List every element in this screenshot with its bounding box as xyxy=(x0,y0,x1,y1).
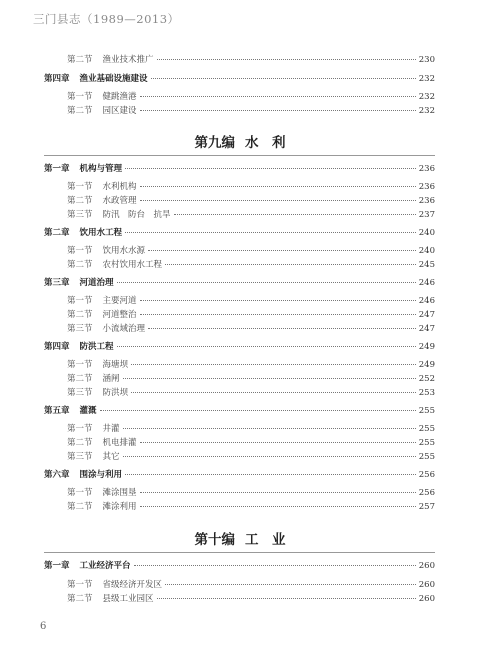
toc-section-entry[interactable] xyxy=(67,502,435,513)
toc-entry-title: 机电排灌 xyxy=(102,438,137,448)
toc-entry-title: 防洪坝 xyxy=(102,388,129,398)
dot-leader xyxy=(148,250,416,251)
toc-entry-page: 252 xyxy=(418,374,435,384)
dot-leader xyxy=(140,96,416,97)
toc-chapter-entry[interactable] xyxy=(44,74,435,85)
toc-entry-page: 232 xyxy=(418,106,435,116)
toc-section-entry[interactable] xyxy=(67,388,435,399)
toc-entry-title: 饮用水工程 xyxy=(79,228,123,238)
toc-entry-number: 第一节 xyxy=(67,296,93,306)
toc-entry-number: 第二节 xyxy=(67,196,93,206)
dot-leader xyxy=(157,59,416,60)
dot-leader xyxy=(125,168,416,169)
part-title: 水 利 xyxy=(245,135,286,151)
toc-entry-number: 第一节 xyxy=(67,182,93,192)
toc-section-entry[interactable] xyxy=(67,296,435,307)
toc-entry-title: 省级经济开发区 xyxy=(102,580,163,590)
toc-entry-page: 246 xyxy=(418,296,435,306)
toc-entry-number: 第一节 xyxy=(67,246,93,256)
toc-entry-number: 第六章 xyxy=(44,470,70,480)
toc-entry-title: 工业经济平台 xyxy=(79,561,131,571)
toc-chapter-entry[interactable] xyxy=(44,406,435,417)
dot-leader xyxy=(165,584,416,585)
toc-entry-number: 第四章 xyxy=(44,342,70,352)
toc-entry-title: 河道治理 xyxy=(79,278,114,288)
dot-leader xyxy=(134,565,416,566)
toc-chapter-entry[interactable] xyxy=(44,342,435,353)
toc-section-entry[interactable] xyxy=(67,324,435,335)
part-label: 第十编 xyxy=(194,532,235,548)
toc-entry-title: 健跳渔港 xyxy=(102,92,137,102)
dot-leader xyxy=(131,364,416,365)
toc-entry-title: 饮用水水源 xyxy=(102,246,146,256)
toc-entry-page: 249 xyxy=(418,360,435,370)
toc-entry-page: 230 xyxy=(418,55,435,65)
dot-leader xyxy=(140,506,416,507)
toc-section-entry[interactable] xyxy=(67,360,435,371)
toc-entry-title: 滩涂围垦 xyxy=(102,488,137,498)
toc-entry-title: 河道整治 xyxy=(102,310,137,320)
toc-entry-title: 水政管理 xyxy=(102,196,137,206)
toc-entry-page: 232 xyxy=(418,74,435,84)
toc-chapter-entry[interactable] xyxy=(44,470,435,481)
dot-leader xyxy=(140,200,416,201)
toc-entry-page: 237 xyxy=(418,210,435,220)
dot-leader xyxy=(125,232,416,233)
dot-leader xyxy=(165,264,416,265)
dot-leader xyxy=(123,428,416,429)
dot-leader xyxy=(117,346,416,347)
toc-section-entry[interactable] xyxy=(67,260,435,271)
dot-leader xyxy=(131,392,416,393)
toc-section-entry[interactable] xyxy=(67,196,435,207)
dot-leader xyxy=(140,442,416,443)
toc-entry-number: 第二节 xyxy=(67,502,93,512)
part-label: 第九编 xyxy=(194,135,235,151)
dot-leader xyxy=(123,456,416,457)
toc-entry-number: 第一节 xyxy=(67,488,93,498)
toc-section-entry[interactable] xyxy=(67,182,435,193)
toc-entry-page: 240 xyxy=(418,228,435,238)
toc-entry-number: 第一章 xyxy=(44,561,70,571)
toc-section-entry[interactable] xyxy=(67,210,435,221)
toc-entry-title: 水利机构 xyxy=(102,182,137,192)
toc-entry-title: 渔业基础设施建设 xyxy=(79,74,148,84)
dot-leader xyxy=(174,214,416,215)
toc-entry-number: 第一章 xyxy=(44,164,70,174)
toc-chapter-entry[interactable] xyxy=(44,278,435,289)
toc-entry-title: 滩涂利用 xyxy=(102,502,137,512)
toc-section-entry[interactable] xyxy=(67,374,435,385)
toc-entry-number: 第四章 xyxy=(44,74,70,84)
toc-section-entry[interactable] xyxy=(67,452,435,463)
dot-leader xyxy=(151,78,416,79)
toc-entry-page: 255 xyxy=(418,406,435,416)
toc-entry-number: 第二节 xyxy=(67,374,93,384)
toc-entry-page: 257 xyxy=(418,502,435,512)
toc-entry-title: 围涂与利用 xyxy=(79,470,123,480)
toc-entry-number: 第一节 xyxy=(67,92,93,102)
toc-section-entry[interactable] xyxy=(67,310,435,321)
toc-entry-page: 232 xyxy=(418,92,435,102)
dot-leader xyxy=(140,300,416,301)
toc-section-entry[interactable] xyxy=(67,246,435,257)
toc-chapter-entry[interactable] xyxy=(44,561,435,572)
toc-section-entry[interactable] xyxy=(67,594,435,605)
toc-entry-page: 236 xyxy=(418,196,435,206)
toc-entry-title: 灌溉 xyxy=(79,406,97,416)
dot-leader xyxy=(140,314,416,315)
toc-entry-title: 农村饮用水工程 xyxy=(102,260,163,270)
toc-entry-page: 246 xyxy=(418,278,435,288)
dot-leader xyxy=(117,282,416,283)
toc-entry-number: 第三节 xyxy=(67,452,93,462)
toc-entry-title: 井灌 xyxy=(102,424,120,434)
toc-entry-number: 第二节 xyxy=(67,260,93,270)
toc-entry-title: 防汛 防台 抗旱 xyxy=(102,210,171,220)
dot-leader xyxy=(140,492,416,493)
toc-entry-title: 防洪工程 xyxy=(79,342,114,352)
toc-entry-page: 260 xyxy=(418,561,435,571)
dot-leader xyxy=(148,328,416,329)
toc-entry-page: 236 xyxy=(418,182,435,192)
toc-entry-number: 第二节 xyxy=(67,106,93,116)
part-heading xyxy=(0,528,480,548)
toc-entry-page: 260 xyxy=(418,580,435,590)
toc-entry-page: 236 xyxy=(418,164,435,174)
toc-entry-page: 253 xyxy=(418,388,435,398)
toc-entry-title: 主要河道 xyxy=(102,296,137,306)
toc-entry-number: 第三节 xyxy=(67,324,93,334)
toc-entry-number: 第二节 xyxy=(67,594,93,604)
part-divider xyxy=(44,552,435,553)
toc-entry-title: 渔业技术推广 xyxy=(102,55,154,65)
toc-section-entry[interactable] xyxy=(67,106,435,117)
toc-entry-page: 245 xyxy=(418,260,435,270)
toc-entry-number: 第一节 xyxy=(67,580,93,590)
toc-chapter-entry[interactable] xyxy=(44,228,435,239)
toc-entry-title: 涵闸 xyxy=(102,374,120,384)
dot-leader xyxy=(140,110,416,111)
toc-entry-number: 第二章 xyxy=(44,228,70,238)
toc-entry-number: 第五章 xyxy=(44,406,70,416)
toc-entry-number: 第一节 xyxy=(67,360,93,370)
toc-section-entry[interactable] xyxy=(67,424,435,435)
toc-entry-page: 255 xyxy=(418,424,435,434)
toc-entry-page: 255 xyxy=(418,438,435,448)
running-header: 三门县志（1989—2013） xyxy=(33,12,180,26)
toc-entry-page: 256 xyxy=(418,470,435,480)
dot-leader xyxy=(100,410,416,411)
dot-leader xyxy=(140,186,416,187)
toc-entry-number: 第三节 xyxy=(67,210,93,220)
toc-section-entry[interactable] xyxy=(67,438,435,449)
toc-section-entry[interactable] xyxy=(67,580,435,591)
toc-entry-number: 第三章 xyxy=(44,278,70,288)
toc-entry-number: 第二节 xyxy=(67,438,93,448)
dot-leader xyxy=(157,598,416,599)
toc-entry-page: 255 xyxy=(418,452,435,462)
dot-leader xyxy=(123,378,416,379)
toc-entry-title: 海塘坝 xyxy=(102,360,129,370)
toc-entry-page: 247 xyxy=(418,324,435,334)
part-heading xyxy=(0,131,480,151)
toc-entry-number: 第三节 xyxy=(67,388,93,398)
part-divider xyxy=(44,155,435,156)
toc-entry-title: 县级工业园区 xyxy=(102,594,154,604)
toc-entry-title: 机构与管理 xyxy=(79,164,123,174)
toc-entry-title: 小流域治理 xyxy=(102,324,146,334)
toc-chapter-entry[interactable] xyxy=(44,164,435,175)
toc-entry-number: 第二节 xyxy=(67,55,93,65)
toc-entry-number: 第一节 xyxy=(67,424,93,434)
toc-entry-title: 园区建设 xyxy=(102,106,137,116)
toc-section-entry[interactable] xyxy=(67,55,435,66)
toc-entry-page: 240 xyxy=(418,246,435,256)
toc-entry-page: 256 xyxy=(418,488,435,498)
toc-section-entry[interactable] xyxy=(67,488,435,499)
toc-entry-title: 其它 xyxy=(102,452,120,462)
dot-leader xyxy=(125,474,416,475)
toc-section-entry[interactable] xyxy=(67,92,435,103)
toc-entry-page: 260 xyxy=(418,594,435,604)
toc-entry-number: 第二节 xyxy=(67,310,93,320)
part-title: 工 业 xyxy=(245,532,286,548)
toc-entry-page: 249 xyxy=(418,342,435,352)
toc-entry-page: 247 xyxy=(418,310,435,320)
page-number: 6 xyxy=(40,621,47,632)
